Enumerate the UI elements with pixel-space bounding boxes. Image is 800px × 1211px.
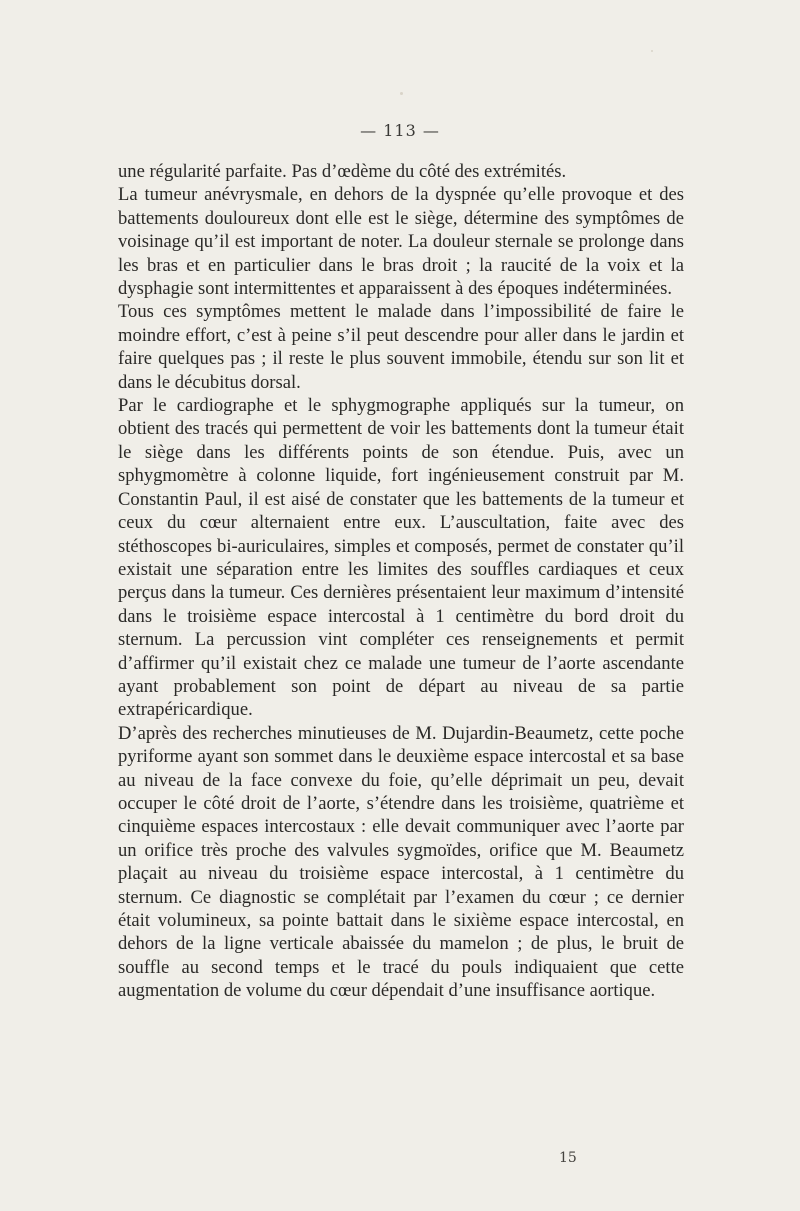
paragraph: Tous ces symptômes mettent le malade dans l’impossibilité de faire le moindre effort, c’est à peine s’il peut descendre pour aller dans le jardin et faire quelques pas ; il reste le plus souvent immobile, étendu sur son lit et dans le décubitus dorsal. [118, 301, 684, 393]
paper-spot [400, 92, 403, 95]
paragraph: une régularité parfaite. Pas d’œdème du côté des extrémités. [118, 161, 567, 182]
body-text [118, 160, 684, 1003]
signature-mark: 15 [559, 1150, 577, 1166]
paper-spot [651, 50, 653, 52]
page-number: — 113 — [360, 121, 440, 140]
paragraph: La tumeur anévrysmale, en dehors de la dyspnée qu’elle provoque et des battements douloureux dont elle est le siège, détermine des symptômes de voisinage qu’il est important de noter. La douleur sternale se prolonge dans les bras et en particulier dans le bras droit ; la raucité de la voix et la dysphagie sont intermittentes et apparaissent à des époques indéterminées. [118, 184, 684, 300]
paragraph: Par le cardiographe et le sphygmographe appliqués sur la tumeur, on obtient des tracés qui permettent de voir les battements dont la tumeur était le siège dans les différents points de son étendue. Puis, avec un sphygmomètre à colonne liquide, fort ingénieusement construit par M. Constantin Paul, il est aisé de constater que les battements de la tumeur et ceux du cœur alternaient entre eux. L’auscultation, faite avec des stéthoscopes bi-auriculaires, simples et composés, permet de constater qu’il existait une séparation entre les limites des souffles cardiaques et ceux perçus dans la tumeur. Ces dernières présentaient leur maximum d’intensité dans le troisième espace intercostal à 1 centimètre du bord droit du sternum. La percussion vint compléter ces renseignements et permit d’affirmer qu’il existait chez ce malade une tumeur de l’aorte ascendante ayant probablement son point de départ au niveau de sa partie extrapéricardique. [118, 395, 684, 721]
paragraph: D’après des recherches minutieuses de M. Dujardin-Beaumetz, cette poche pyriforme ayant son sommet dans le deuxième espace intercostal et sa base au niveau de la face convexe du foie, qu’elle déprimait un peu, devait occuper le côté droit de l’aorte, s’étendre dans les troisième, quatrième et cinquième espaces intercostaux : elle devait communiquer avec l’aorte par un orifice très proche des valvules sygmoïdes, orifice que M. Beaumetz plaçait au niveau du troisième espace intercostal, à 1 centimètre du sternum. Ce diagnostic se complétait par l’examen du cœur ; ce dernier était volumineux, sa pointe battait dans le sixième espace intercostal, en dehors de la ligne verticale abaissée du mamelon ; de plus, le bruit de souffle au second temps et le tracé du pouls indiquaient que cette augmentation de volume du cœur dépendait d’une insuffisance aortique. [118, 722, 684, 1002]
